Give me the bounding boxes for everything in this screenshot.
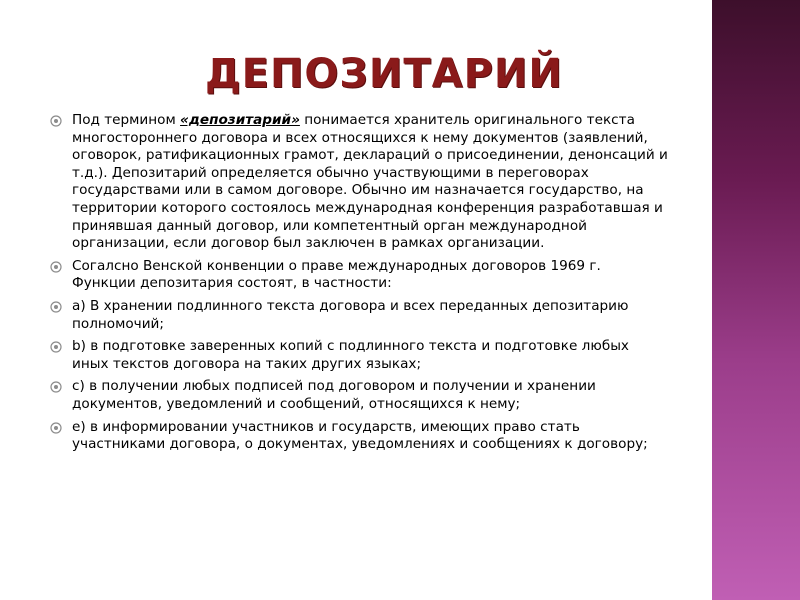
slide-title: ДЕПОЗИТАРИЙ bbox=[205, 51, 563, 97]
bullet-item bbox=[48, 298, 668, 333]
bullet-item bbox=[48, 258, 668, 293]
circled-dot-icon bbox=[50, 341, 62, 353]
side-band bbox=[712, 0, 800, 600]
term-depositary: «депозитарий» bbox=[180, 112, 300, 128]
circled-dot-icon bbox=[50, 261, 62, 273]
bullet-text: а) В хранении подлинного текста договора и всех переданных депозитарию полномочий; bbox=[72, 297, 629, 332]
bullet-item bbox=[48, 378, 668, 413]
bullet-text: b) в подготовке заверенных копий с подлинного текста и подготовке любых иных текстов договора на таких других языках; bbox=[72, 338, 629, 372]
circled-dot-icon bbox=[50, 422, 62, 434]
bullet-text-suffix: понимается хранитель оригинального текста многостороннего договора и всех относящихся к нему документов (заявлений, оговорок, ратификационных грамот, деклараций о присоединении, денонсаций и т.д.). Депозитарий определяется обычно участвующими в переговорах государствами или в самом договоре. Обычно им назначается государство, на территории которого состоялось международная конференция разработавшая и принявшая данный договор, или компетентный орган международной организации, если договор был заключен в рамках организации. bbox=[72, 112, 668, 252]
bullet-item bbox=[48, 338, 668, 373]
bullet-item bbox=[48, 419, 668, 454]
bullet-item bbox=[48, 112, 668, 253]
circled-dot-icon bbox=[50, 115, 62, 127]
circled-dot-icon bbox=[50, 301, 62, 313]
bullet-text: е) в информировании участников и государств, имеющих право стать участниками договора, о документах, уведомлениях и сообщениях к договору; bbox=[72, 418, 648, 453]
bullet-text: с) в получении любых подписей под договором и получении и хранении документов, уведомлений и сообщений, относящихся к нему; bbox=[72, 378, 596, 412]
circled-dot-icon bbox=[50, 381, 62, 393]
bullet-text: Согалсно Венской конвенции о праве международных договоров 1969 г. Функции депозитария состоят, в частности: bbox=[72, 257, 601, 292]
slide-content bbox=[48, 112, 668, 459]
bullet-text-prefix: Под термином bbox=[72, 112, 181, 128]
